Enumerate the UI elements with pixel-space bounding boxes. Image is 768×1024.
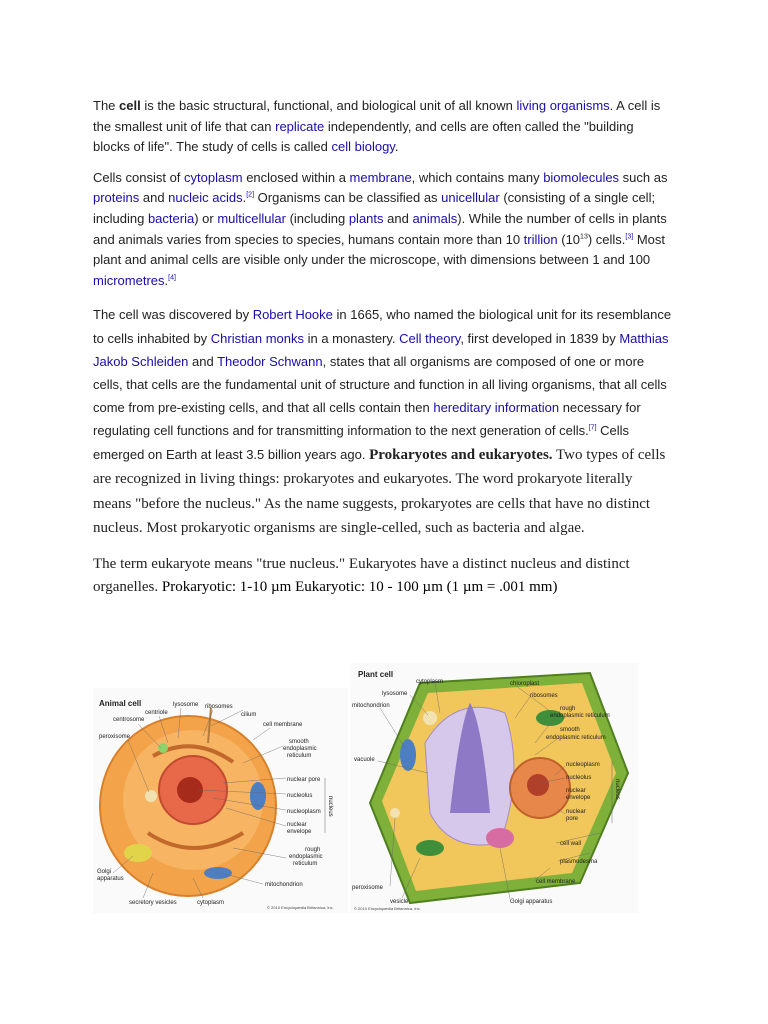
plant-label-cell-membrane: cell membrane [536,879,576,885]
animal-label-nuclear-env-2: envelope [287,829,312,835]
plant-label-vacuole: vacuole [354,757,375,763]
animal-copyright: © 2010 Encyclopædia Britannica, Inc. [267,905,334,910]
plant-label-peroxisome: peroxisome [352,885,384,891]
text: (including [285,210,349,226]
link-hereditary-information[interactable]: hereditary information [433,400,560,416]
plant-label-smooth-er-1: smooth [560,727,580,733]
plant-label-plasmodesma: plasmodesma [560,859,598,865]
animal-label-nucleoplasm: nucleoplasm [287,809,321,815]
cell-diagrams [93,663,638,913]
plant-peroxisome [390,808,400,818]
text: The term eukaryote means "true nucleus." Eukaryotes have a distinct nucleus and distinct organelles. [93,555,630,596]
animal-label-smooth-er-1: smooth [289,739,309,745]
link-biomolecules[interactable]: biomolecules [543,169,620,185]
citation-2[interactable]: [2] [246,192,255,200]
text: enclosed within a [242,169,350,185]
text: Cells consist of [93,169,185,185]
animal-label-lysosome: lysosome [173,702,199,708]
plant-label-nucleoplasm: nucleoplasm [566,762,600,768]
text: (10 [557,231,581,247]
text: The cell was discovered by [93,307,253,323]
plant-label-ribosomes: ribosomes [530,693,558,699]
animal-label-golgi-2: apparatus [97,876,124,882]
animal-peroxisome [145,790,157,802]
animal-label-cell-membrane: cell membrane [263,722,303,728]
link-cell-theory[interactable]: Cell theory [399,330,461,346]
link-schleiden[interactable]: Matthias Jakob Schleiden [93,330,669,369]
link-multicellular[interactable]: multicellular [217,210,286,226]
plant-label-nuclear-env-2: envelope [566,795,591,801]
text: ). While the number of cells in plants and animals varies from species to species, humans contain more than 10 [93,210,667,247]
plant-cell-title: Plant cell [358,670,394,679]
animal-label-rough-er-1: rough [305,847,321,853]
plant-label-chloroplast: chloroplast [510,681,540,687]
text: Two types of cells are recognized in living things: prokaryotes and eukaryotes. The word prokaryote literally means "before the nucleus." As the name suggests, prokaryotes are cells that have no distinct nucleus. Most prokaryotic organisms are single-celled, such as bacteria and algae. [93,446,666,537]
text: in a monastery. [304,330,400,346]
animal-label-mitochondrion: mitochondrion [265,882,303,888]
text: (consisting of a single cell; including [93,190,656,226]
paragraph-eukaryote [93,553,673,600]
link-cytoplasm[interactable]: cytoplasm [184,169,243,185]
exponent: 13 [580,233,588,241]
plant-label-nucleolus: nucleolus [566,775,592,781]
animal-cell-diagram [93,688,348,913]
article-body [93,96,673,610]
link-bacteria[interactable]: bacteria [147,210,195,226]
plant-cell-diagram [350,663,638,913]
plant-label-cytoplasm: cytoplasm [416,679,444,685]
text: Organisms can be classified as [254,190,442,206]
animal-label-nuclear-pore: nuclear pore [287,777,321,783]
plant-copyright: © 2010 Encyclopædia Britannica, Inc. [354,906,421,911]
text: and [139,190,169,206]
link-living-organisms[interactable]: living organisms [516,98,610,113]
animal-label-nuclear-env-1: nuclear [287,822,307,828]
bold-term: cell [119,98,141,113]
text: such as [619,169,668,185]
text: . [242,190,247,206]
animal-label-centrosome: centrosome [113,717,145,723]
text: , states that all organisms are composed of one or more cells, that cells are the fundamental unit of structure and function in all living organisms, that all cells come from pre-existing cells, and that all cells contain then [93,353,667,416]
text: necessary for regulating cell functions and for transmitting information to the next generation of cells. [93,400,641,439]
animal-label-nucleus: nucleus [327,796,333,817]
animal-golgi [124,844,152,862]
animal-label-smooth-er-3: reticulum [287,753,312,759]
animal-label-smooth-er-2: endoplasmic [283,746,317,752]
size-comparison: Prokaryotic: 1-10 µm Eukaryotic: 10 - 100 µm (1 µm = .001 mm) [161,579,558,596]
link-unicellular[interactable]: unicellular [441,190,500,206]
link-nucleic-acids[interactable]: nucleic acids [168,190,243,206]
paragraph-intro [93,96,673,158]
animal-label-rough-er-2: endoplasmic [289,854,323,860]
animal-mitochondrion-1 [250,782,266,810]
plant-label-nuclear-env-1: nuclear [566,788,586,794]
text: in 1665, who named the biological unit for its resemblance to cells inhabited by [93,307,672,346]
link-animals[interactable]: animals [412,210,458,226]
animal-mitochondrion-2 [204,867,232,879]
animal-label-rough-er-3: reticulum [293,861,318,867]
animal-label-centriole: centriole [145,710,168,716]
plant-label-rough-er-2: endoplasmic reticulum [550,713,610,719]
plant-label-nuclear-pore-2: pore [566,816,579,822]
plant-golgi [486,828,514,848]
link-christian-monks[interactable]: Christian monks [210,330,304,346]
text: and [188,353,218,369]
animal-label-ribosomes: ribosomes [205,704,233,710]
animal-label-nucleolus: nucleolus [287,793,313,799]
text: . [164,272,169,288]
link-cell-biology[interactable]: cell biology [331,139,395,155]
text: independently, and cells are often called the "building blocks of life". The study of cells is called [93,118,634,155]
text: ) cells. [587,231,626,247]
animal-label-peroxisome: peroxisome [99,734,131,740]
text: is the basic structural, functional, and biological unit of all known [140,98,517,113]
text: , which contains many [411,169,544,185]
plant-nucleolus [527,774,549,796]
citation-3[interactable]: [3] [625,233,634,241]
plant-label-vesicle: vesicle [390,899,409,905]
plant-label-nucleus: nucleus [614,779,620,800]
link-micrometres[interactable]: micrometres [93,272,165,288]
link-membrane[interactable]: membrane [349,169,412,185]
text: , first developed in 1839 by [460,330,620,346]
text: The [93,98,120,113]
plant-label-golgi: Golgi apparatus [510,899,553,905]
link-replicate[interactable]: replicate [275,118,325,134]
link-trillion[interactable]: trillion [523,231,558,247]
animal-label-secretory-vesicles: secretory vesicles [129,900,177,906]
link-proteins[interactable]: proteins [93,190,140,206]
plant-label-mitochondrion: mitochondrion [352,703,390,709]
text: . A cell is the smallest unit of life that can [93,98,661,134]
animal-cell-title: Animal cell [99,699,142,708]
text: . [394,139,399,155]
text: Cells emerged on Earth at least 3.5 billion years ago. [93,423,630,462]
plant-label-cell-wall: cell wall [560,841,582,847]
text: Most plant and animal cells are visible only under the microscope, with dimensions between 1 and 100 [93,231,665,268]
citation-4[interactable]: [4] [168,274,176,282]
plant-label-rough-er-1: rough [560,706,576,712]
animal-label-golgi-1: Golgi [97,869,112,875]
animal-label-cytoplasm: cytoplasm [197,900,225,906]
link-schwann[interactable]: Theodor Schwann [217,353,323,369]
section-heading-prokaryotes: Prokaryotes and eukaryotes. [369,446,553,463]
paragraph-discovery [93,303,673,540]
plant-label-nuclear-pore-1: nuclear [566,809,586,815]
plant-label-lysosome: lysosome [382,691,408,697]
text: ) or [194,210,218,226]
plant-lysosome [423,711,437,725]
link-plants[interactable]: plants [348,210,384,226]
paragraph-composition [93,168,673,292]
plant-label-smooth-er-2: endoplasmic reticulum [546,735,606,741]
citation-7[interactable]: [7] [588,425,597,433]
plant-chloroplast-1 [416,840,444,856]
text: and [383,210,413,226]
animal-lysosome [158,743,168,753]
link-robert-hooke[interactable]: Robert Hooke [252,307,333,323]
animal-label-cilium: cilium [241,712,257,718]
